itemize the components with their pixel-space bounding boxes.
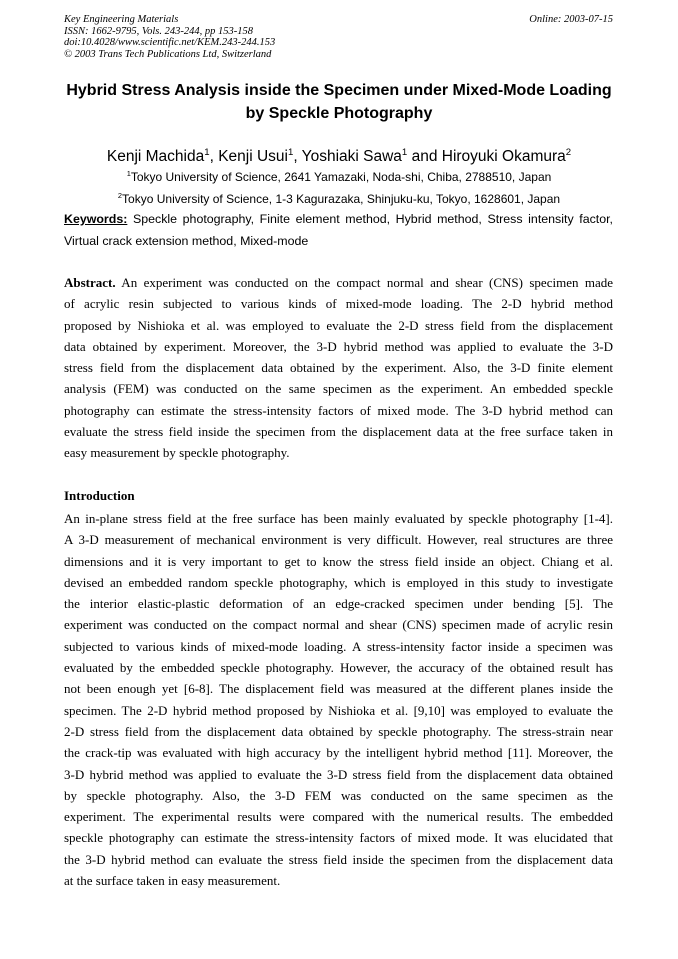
introduction-line: experiment was conducted on the compact normal and shear (CNS) specimen made of acrylic resin — [64, 617, 613, 633]
keywords-label: Keywords: — [64, 212, 128, 226]
introduction-line: specimen. The 2-D hybrid method proposed by Nishioka et al. [9,10] was employed to evaluate the — [64, 702, 613, 718]
introduction-body — [64, 508, 613, 891]
affiliation-text: Tokyo University of Science, 2641 Yamazaki, Noda-shi, Chiba, 2788510, Japan — [130, 170, 552, 184]
journal-header — [64, 14, 613, 60]
keywords — [64, 208, 613, 252]
affiliation — [0, 188, 678, 210]
introduction-line: devised an embedded random speckle photography, which is employed in this study to investigate — [64, 574, 613, 590]
affiliation-mark: 1 — [204, 146, 210, 158]
introduction-line: speckle photography can estimate the stress-intensity factors of mixed mode. It was elucidated that — [64, 830, 613, 846]
keywords-line: Virtual crack extension method, Mixed-mode — [64, 234, 309, 248]
introduction-line: subjected to various kinds of mixed-mode loading. A stress-intensity factor inside a specimen was — [64, 638, 613, 654]
abstract-line: analysis (FEM) was conducted on the same specimen as the experiment. An embedded speckle — [64, 381, 613, 397]
introduction-line: dimensions and it is very important to get to know the stress field inside an object. Chiang et al. — [64, 553, 613, 569]
author — [107, 148, 210, 165]
introduction-line: evaluated by the embedded speckle photography. However, the accuracy of the obtained result has — [64, 660, 613, 676]
affiliation-text: Tokyo University of Science, 1-3 Kagurazaka, Shinjuku-ku, Tokyo, 1628601, Japan — [122, 192, 561, 206]
author-name: Kenji Machida — [106, 148, 205, 165]
introduction-line: the crack-tip was evaluated with high accuracy by the intelligent hybrid method [11]. Moreover, the — [64, 745, 613, 761]
introduction-line: not been enough yet [6-8]. The displacement field was measured at the different planes inside the — [64, 681, 613, 697]
author-name: Hiroyuki Okamura — [441, 148, 566, 165]
introduction-heading: Introduction — [64, 488, 135, 503]
author-list — [0, 146, 678, 168]
author — [442, 148, 571, 165]
introduction-line: experiment. The experimental results were compared with the numerical results. The embedded — [64, 809, 613, 825]
online-date: Online: 2003-07-15 — [529, 14, 613, 25]
keywords-line — [64, 208, 613, 230]
introduction-line: A 3-D measurement of mechanical environment is very difficult. However, real structures are three — [64, 532, 613, 548]
author — [218, 148, 293, 165]
issn-line: ISSN: 1662-9795, Vols. 243-244, pp 153-158 — [64, 25, 253, 37]
affiliation — [0, 166, 678, 188]
affiliations — [0, 166, 678, 210]
affiliation-mark: 1 — [287, 146, 294, 158]
introduction-line: at the surface taken in easy measurement. — [64, 873, 281, 889]
affiliation-mark: 2 — [117, 191, 123, 201]
abstract-line: stress field from the displacement data obtained by the experiment. Also, the 3-D finite element — [64, 360, 613, 375]
introduction-line: 2-D stress field from the displacement data obtained by speckle photography. The stress-strain near — [64, 723, 613, 739]
abstract-line: of acrylic resin subjected to various kinds of mixed-mode loading. The 2-D hybrid method — [64, 296, 613, 312]
abstract-line: proposed by Nishioka et al. was employed to evaluate the 2-D stress field from the displacement — [64, 317, 613, 333]
abstract-text: An experiment was conducted on the compact normal and shear (CNS) specimen made — [115, 275, 613, 290]
author — [302, 148, 408, 165]
copyright: © 2003 Trans Tech Publications Ltd, Switzerland — [64, 48, 272, 60]
introduction-line: by speckle photography. Also, the 3-D FEM was conducted on the same specimen as the — [64, 787, 613, 803]
author-name: Kenji Usui — [218, 148, 288, 165]
abstract-line: easy measurement by speckle photography. — [64, 445, 290, 460]
journal-name: Key Engineering Materials — [64, 14, 179, 25]
abstract-line: data obtained by experiment. Moreover, the 3-D hybrid method was applied to evaluate the 3-D — [64, 338, 613, 354]
abstract-line: evaluate the stress field inside the specimen from the displacement data at the free surface taken in — [64, 423, 613, 439]
affiliation-mark: 2 — [565, 146, 572, 158]
introduction-line: 3-D hybrid method was applied to evaluate the 3-D stress field from the displacement data obtained — [64, 766, 613, 782]
introduction-line: the interior elastic-plastic deformation of an edge-cracked specimen under bending [5]. The — [64, 596, 613, 612]
title-line: Hybrid Stress Analysis inside the Specimen under Mixed-Mode Loading — [66, 82, 612, 99]
title-line: by Speckle Photography — [245, 105, 433, 122]
introduction-line: An in-plane stress field at the free surface has been mainly evaluated by speckle photography [1-4]. — [64, 511, 613, 526]
abstract-label: Abstract. — [64, 275, 116, 290]
separator: , — [209, 148, 219, 165]
doi-link[interactable]: doi:10.4028/www.scientific.net/KEM.243-244.153 — [64, 37, 276, 49]
introduction-line: the 3-D hybrid method can evaluate the stress field inside the specimen from the displacement data — [64, 851, 613, 867]
keywords-text: Speckle photography, Finite element method, Hybrid method, Stress intensity factor, — [127, 212, 613, 226]
separator: , — [293, 148, 302, 165]
affiliation-mark: 1 — [401, 146, 408, 158]
abstract-line — [64, 272, 613, 293]
abstract-line: photography can estimate the stress-intensity factors of mixed mode. The 3-D hybrid method can — [64, 402, 613, 418]
abstract — [64, 272, 613, 463]
affiliation-mark: 1 — [126, 169, 131, 179]
separator: and — [407, 148, 442, 165]
author-name: Yoshiaki Sawa — [301, 148, 402, 165]
paper-title — [0, 79, 678, 125]
